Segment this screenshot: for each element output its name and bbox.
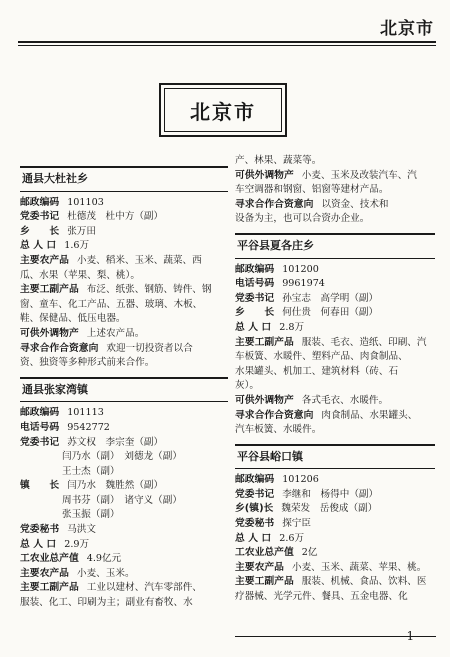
entry-row bbox=[235, 169, 435, 184]
field-value: 2.6万 bbox=[279, 532, 305, 544]
field-value: 瓜、水果（苹果、梨、桃）。 bbox=[20, 269, 140, 281]
field-label: 主要工副产品 bbox=[235, 336, 294, 348]
entry-row bbox=[235, 473, 435, 488]
entry-row bbox=[20, 254, 228, 269]
header-rule-thin bbox=[18, 45, 436, 46]
field-value: 马洪文 bbox=[67, 524, 96, 536]
entry-row bbox=[20, 269, 228, 284]
field-label: 寻求合作合资意向 bbox=[20, 342, 99, 354]
entry-row bbox=[20, 567, 228, 582]
city-title-frame bbox=[159, 83, 287, 137]
entry-row bbox=[20, 239, 228, 254]
right-column bbox=[235, 154, 435, 611]
entry-row bbox=[235, 321, 435, 336]
entry-row bbox=[20, 538, 228, 553]
entry-row bbox=[235, 365, 435, 380]
field-value: 101200 bbox=[282, 263, 319, 275]
field-value: 资、独资等多种形式前来合作。 bbox=[20, 357, 155, 369]
field-label: 党委书记 bbox=[20, 436, 60, 448]
field-label: 乡 长 bbox=[235, 307, 275, 319]
field-value: 101103 bbox=[67, 196, 104, 208]
entry-row bbox=[20, 225, 228, 240]
field-value: 101206 bbox=[282, 474, 319, 486]
field-value: 设备为主，也可以合资办企业。 bbox=[235, 213, 370, 225]
entry-row bbox=[235, 350, 435, 365]
entry-row bbox=[235, 277, 435, 292]
entry-row bbox=[20, 298, 228, 313]
entry-row bbox=[20, 342, 228, 357]
field-value: 2.8万 bbox=[279, 321, 305, 333]
field-label: 总 人 口 bbox=[20, 240, 57, 252]
field-value: 杜德茂 杜中方（副） bbox=[67, 211, 164, 223]
entry-row bbox=[235, 532, 435, 547]
entry-row bbox=[235, 561, 435, 576]
field-value: 服装、机械、食品、饮料、医 bbox=[301, 576, 427, 588]
entry-row bbox=[235, 546, 435, 561]
field-value: 产、林果、蔬菜等。 bbox=[235, 155, 322, 166]
field-value: 车空调器和钢窗、铝窗等建材产品。 bbox=[235, 184, 389, 196]
entry-row bbox=[235, 502, 435, 517]
field-label: 总 人 口 bbox=[20, 538, 57, 550]
entry-row bbox=[20, 406, 228, 421]
field-label: 党委秘书 bbox=[20, 524, 60, 536]
entry-row bbox=[235, 212, 435, 227]
entry-row bbox=[20, 196, 228, 211]
field-value: 2.9万 bbox=[64, 538, 90, 550]
field-value: 上述农产品。 bbox=[86, 327, 145, 339]
running-header-title: 北京市 bbox=[380, 19, 434, 39]
entry-row bbox=[20, 479, 228, 494]
field-value: 各式毛衣、水暖件。 bbox=[301, 394, 389, 406]
entry-row bbox=[20, 552, 228, 567]
entry-row bbox=[20, 436, 228, 451]
field-value: 张玉振（副） bbox=[62, 509, 120, 521]
field-label: 邮政编码 bbox=[235, 474, 275, 486]
entry-row bbox=[20, 312, 228, 327]
field-label: 党委秘书 bbox=[235, 518, 275, 530]
field-value: 布泛、纸张、钢筋、铸件、钢 bbox=[86, 284, 212, 296]
field-value: 小麦、玉米。 bbox=[76, 567, 135, 579]
entry-row bbox=[20, 596, 228, 611]
field-label: 邮政编码 bbox=[235, 263, 275, 275]
field-value: 何仕贵 何春田（副） bbox=[282, 307, 379, 319]
field-value: 周书芬（副） 诸守义（副） bbox=[62, 494, 182, 506]
field-label: 主要农产品 bbox=[235, 561, 284, 573]
town-entry-title: 通县张家湾镇 bbox=[20, 377, 228, 403]
left-column bbox=[20, 166, 228, 617]
field-value: 汽车板簧、水暖件。 bbox=[235, 424, 322, 436]
field-value: 欢迎一切投资者以合 bbox=[106, 342, 193, 354]
entry-row bbox=[235, 517, 435, 532]
field-value: 疗器械、光学元件、餐具、五金电器、化 bbox=[235, 591, 408, 603]
field-value: 小麦、玉米及改装汽车、汽 bbox=[301, 169, 417, 181]
town-entry-title: 平谷县峪口镇 bbox=[235, 444, 435, 470]
field-value: 1.6万 bbox=[64, 240, 90, 252]
entry-row bbox=[20, 494, 228, 509]
entry-row bbox=[20, 327, 228, 342]
page-number: — 1 — bbox=[390, 629, 430, 643]
field-value: 魏荣发 岳俊成（副） bbox=[281, 503, 378, 515]
field-value: 水果罐头、机加工、建筑材料（砖、石 bbox=[235, 365, 399, 377]
field-value: 小麦、玉米、蔬菜、苹果、桃。 bbox=[291, 561, 427, 573]
field-label: 乡(镇)长 bbox=[235, 503, 274, 515]
field-value: 101113 bbox=[67, 407, 104, 419]
entry-row bbox=[235, 154, 435, 169]
field-value: 4.9亿元 bbox=[86, 553, 122, 565]
field-label: 总 人 口 bbox=[235, 321, 272, 333]
field-label: 寻求合作合资意向 bbox=[235, 198, 314, 210]
town-entry bbox=[20, 166, 228, 371]
field-label: 可供外调物产 bbox=[20, 327, 79, 339]
entry-row bbox=[235, 575, 435, 590]
field-value: 闫乃水 魏胜然（副） bbox=[67, 480, 164, 492]
town-entry bbox=[235, 233, 435, 438]
field-value: 车板簧、水暖件、塑料产品、肉食制品、 bbox=[235, 351, 408, 363]
field-value: 窗、童车、化工产品、五器、玻璃、木板、 bbox=[20, 298, 203, 310]
header-rule-thick bbox=[18, 41, 436, 43]
entry-row bbox=[235, 292, 435, 307]
entry-row bbox=[20, 210, 228, 225]
field-label: 主要农产品 bbox=[20, 254, 69, 266]
field-label: 主要农产品 bbox=[20, 567, 69, 579]
field-label: 工农业总产值 bbox=[20, 553, 79, 565]
entry-row bbox=[235, 409, 435, 424]
entry-row bbox=[235, 590, 435, 605]
field-value: 9542772 bbox=[67, 421, 110, 433]
field-label: 镇 长 bbox=[20, 480, 60, 492]
entry-row bbox=[20, 523, 228, 538]
field-value: 肉食制品、水果罐头、 bbox=[321, 409, 418, 421]
field-value: 探宁臣 bbox=[282, 518, 311, 530]
field-label: 党委书记 bbox=[20, 211, 60, 223]
field-value: 鞋、保健品、低压电器。 bbox=[20, 313, 126, 325]
town-entry bbox=[235, 444, 435, 605]
field-label: 党委书记 bbox=[235, 488, 275, 500]
running-header bbox=[18, 14, 436, 44]
field-value: 苏文权 李宗奎（副） bbox=[67, 436, 164, 448]
entry-row bbox=[20, 356, 228, 371]
entry-row bbox=[20, 421, 228, 436]
field-value: 工业以建材、汽车零部件、 bbox=[86, 582, 202, 594]
entry-row bbox=[20, 508, 228, 523]
field-label: 电话号码 bbox=[235, 278, 275, 290]
entry-row bbox=[20, 283, 228, 298]
continued-entry bbox=[235, 154, 435, 227]
field-label: 乡 长 bbox=[20, 225, 60, 237]
field-label: 主要工副产品 bbox=[235, 576, 294, 588]
town-entry-title: 通县大杜社乡 bbox=[20, 166, 228, 192]
entry-row bbox=[235, 379, 435, 394]
entry-row bbox=[235, 336, 435, 351]
field-value: 李继和 杨得中（副） bbox=[282, 488, 379, 500]
field-value: 灰）。 bbox=[235, 380, 259, 392]
entry-row bbox=[235, 394, 435, 409]
field-label: 主要工副产品 bbox=[20, 284, 79, 296]
field-value: 以资金、技术和 bbox=[321, 198, 389, 210]
field-value: 闫乃水（副） 刘德龙（副） bbox=[62, 451, 182, 463]
field-label: 可供外调物产 bbox=[235, 394, 294, 406]
field-value: 服装、毛衣、造纸、印刷、汽 bbox=[301, 336, 427, 348]
field-label: 主要工副产品 bbox=[20, 582, 79, 594]
field-value: 王士杰（副） bbox=[62, 465, 120, 477]
town-entry-title: 平谷县夏各庄乡 bbox=[235, 233, 435, 259]
entry-row bbox=[235, 306, 435, 321]
entry-row bbox=[20, 581, 228, 596]
field-label: 工农业总产值 bbox=[235, 547, 294, 559]
field-label: 可供外调物产 bbox=[235, 169, 294, 181]
entry-row bbox=[20, 465, 228, 480]
entry-row bbox=[235, 198, 435, 213]
field-label: 邮政编码 bbox=[20, 407, 60, 419]
entry-row bbox=[235, 488, 435, 503]
field-label: 电话号码 bbox=[20, 421, 60, 433]
field-value: 孙宝志 高学明（副） bbox=[282, 292, 379, 304]
field-value: 服装、化工、印刷为主；副业有畜牧、水 bbox=[20, 597, 193, 609]
field-label: 总 人 口 bbox=[235, 532, 272, 544]
field-value: 张万田 bbox=[67, 225, 96, 237]
entry-row bbox=[235, 183, 435, 198]
entry-row bbox=[235, 423, 435, 438]
town-entry bbox=[20, 377, 228, 611]
field-label: 邮政编码 bbox=[20, 196, 60, 208]
entry-row bbox=[20, 450, 228, 465]
entry-row bbox=[235, 263, 435, 278]
field-value: 2亿 bbox=[301, 547, 318, 559]
field-label: 党委书记 bbox=[235, 292, 275, 304]
city-title: 北京市 bbox=[164, 88, 282, 132]
field-value: 9961974 bbox=[282, 278, 325, 290]
field-label: 寻求合作合资意向 bbox=[235, 409, 314, 421]
field-value: 小麦、稻米、玉米、蔬菜、西 bbox=[76, 254, 202, 266]
